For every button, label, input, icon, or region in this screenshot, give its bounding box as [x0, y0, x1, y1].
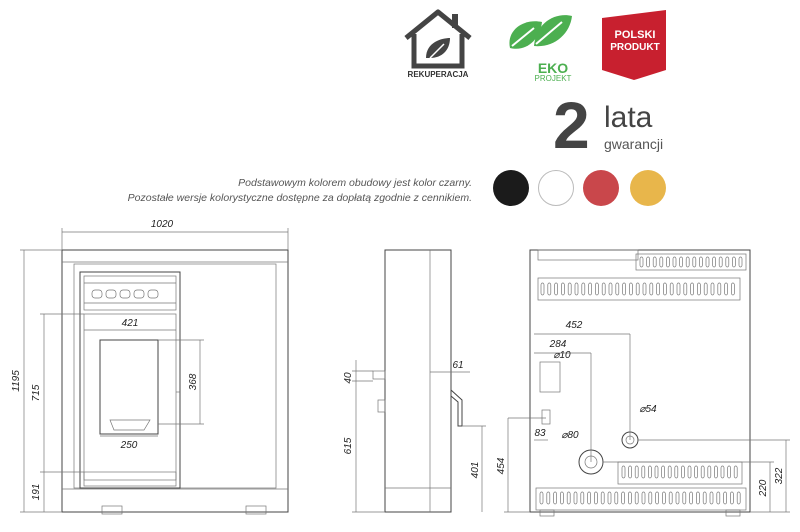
vent-slot — [594, 492, 597, 504]
vent-slot — [635, 492, 638, 504]
dim-back-454: 454 — [496, 457, 507, 475]
vent-slot — [648, 466, 651, 478]
vent-slot — [704, 283, 707, 295]
vent-slot — [732, 257, 735, 267]
vent-slot — [660, 257, 663, 267]
vent-slot — [650, 283, 653, 295]
dim-back-83: 83 — [534, 428, 546, 439]
dim-window-width: 421 — [121, 318, 139, 329]
vent-slot — [681, 466, 684, 478]
vent-slot — [616, 283, 619, 295]
vent-slot — [719, 257, 722, 267]
vent-slot — [623, 283, 626, 295]
vent-slot — [701, 466, 704, 478]
recuperation-label: REKUPERACJA — [407, 70, 469, 79]
vent-slot — [628, 492, 631, 504]
vent-slot — [718, 283, 721, 295]
vent-slot — [697, 283, 700, 295]
vent-slot — [629, 466, 632, 478]
vent-slot — [690, 492, 693, 504]
vent-slot — [724, 492, 727, 504]
dim-side-offset: 40 — [343, 372, 354, 384]
dim-side-pipe-height: 615 — [343, 437, 354, 455]
vent-slot — [635, 466, 638, 478]
back-view — [504, 250, 790, 516]
vent-slot — [696, 492, 699, 504]
vent-slot — [662, 492, 665, 504]
vent-slot — [739, 257, 742, 267]
vent-slot — [683, 492, 686, 504]
vent-slot — [629, 283, 632, 295]
vent-slot — [730, 492, 733, 504]
warranty-sub: gwarancji — [604, 136, 664, 152]
vent-slot — [673, 257, 676, 267]
dim-grate-width: 250 — [120, 440, 138, 451]
vent-slot — [713, 257, 716, 267]
dim-back-d80: ⌀80 — [561, 430, 579, 441]
vent-slot — [541, 283, 544, 295]
color-note-line1: Podstawowym kolorem obudowy jest kolor czarny. — [238, 177, 472, 189]
vent-slot — [710, 492, 713, 504]
vent-slot — [653, 257, 656, 267]
vent-slot — [725, 283, 728, 295]
vent-slot — [547, 492, 550, 504]
vent-slot — [615, 492, 618, 504]
vent-slot — [695, 466, 698, 478]
vent-slot — [669, 492, 672, 504]
vent-slot — [717, 492, 720, 504]
vent-slot — [728, 466, 731, 478]
vent-slot — [699, 257, 702, 267]
vent-slot — [676, 492, 679, 504]
vent-slot — [726, 257, 729, 267]
front-view — [20, 228, 288, 514]
vent-slot — [680, 257, 683, 267]
vent-slot — [657, 283, 660, 295]
vent-slot — [656, 492, 659, 504]
vent-slot — [548, 283, 551, 295]
vent-slot — [731, 283, 734, 295]
warranty-word: lata — [604, 101, 653, 134]
dim-back-d54: ⌀54 — [639, 404, 657, 415]
vent-slot — [595, 283, 598, 295]
vent-slot — [642, 466, 645, 478]
dim-side-pipe-depth: 61 — [452, 360, 464, 371]
vent-slot — [555, 283, 558, 295]
vent-slot — [693, 257, 696, 267]
vent-slot — [642, 492, 645, 504]
vent-slot — [677, 283, 680, 295]
vent-slot — [608, 492, 611, 504]
vent-slot — [708, 466, 711, 478]
vent-slot — [686, 257, 689, 267]
vent-slot — [540, 492, 543, 504]
dim-window-height: 368 — [188, 373, 199, 391]
vent-slot — [560, 492, 563, 504]
vent-slot — [554, 492, 557, 504]
eko-sub: PROJEKT — [534, 74, 572, 83]
vent-slot — [581, 492, 584, 504]
warranty-number: 2 — [553, 88, 590, 162]
vent-slot — [688, 466, 691, 478]
dim-back-d10: ⌀10 — [553, 350, 571, 361]
vent-slot — [655, 466, 658, 478]
vent-slot — [649, 492, 652, 504]
vent-slot — [582, 283, 585, 295]
vent-slot — [643, 283, 646, 295]
vent-slot — [609, 283, 612, 295]
vent-slot — [647, 257, 650, 267]
vent-slot — [574, 492, 577, 504]
polish-line2: PRODUKT — [610, 42, 660, 53]
vent-slot — [588, 492, 591, 504]
polish-line1: POLSKI — [614, 29, 656, 41]
vent-slot — [670, 283, 673, 295]
vent-slot — [561, 283, 564, 295]
eko-title: EKO — [537, 60, 569, 76]
vent-slot — [622, 492, 625, 504]
vent-slot — [691, 283, 694, 295]
dim-door-height: 715 — [31, 384, 42, 402]
dim-back-322: 322 — [774, 467, 785, 485]
vent-slot — [640, 257, 643, 267]
vent-slot — [675, 466, 678, 478]
vent-slot — [668, 466, 671, 478]
dim-back-220: 220 — [758, 479, 769, 497]
vent-slot — [601, 492, 604, 504]
vent-slot — [737, 492, 740, 504]
vent-slot — [721, 466, 724, 478]
dim-front-height: 1195 — [11, 370, 22, 392]
dim-back-284: 284 — [549, 339, 567, 350]
dim-front-width: 1020 — [150, 219, 174, 230]
vent-slot — [622, 466, 625, 478]
side-view — [352, 250, 486, 512]
vent-slot — [666, 257, 669, 267]
vent-slot — [734, 466, 737, 478]
vent-slot — [703, 492, 706, 504]
vent-slot — [567, 492, 570, 504]
vent-slot — [714, 466, 717, 478]
dim-back-452: 452 — [565, 320, 583, 331]
vent-slot — [706, 257, 709, 267]
color-note-line2: Pozostałe wersje kolorystyczne dostępne za dopłatą zgodnie z cennikiem. — [127, 192, 472, 204]
vent-slot — [575, 283, 578, 295]
vent-slot — [663, 283, 666, 295]
vent-slot — [636, 283, 639, 295]
vent-slot — [662, 466, 665, 478]
vent-slot — [602, 283, 605, 295]
vent-slot — [711, 283, 714, 295]
vent-slot — [568, 283, 571, 295]
vent-slot — [589, 283, 592, 295]
vent-slot — [684, 283, 687, 295]
dim-side-outlet-height: 401 — [470, 461, 481, 479]
dim-base-height: 191 — [31, 483, 42, 501]
